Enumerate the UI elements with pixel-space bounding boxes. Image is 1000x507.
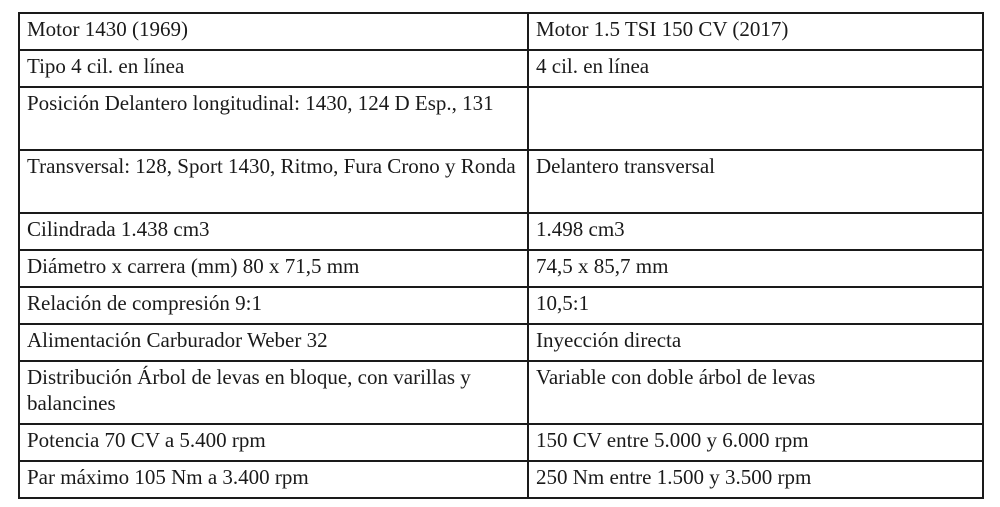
table-cell-left: Motor 1430 (1969) — [19, 13, 528, 50]
table-cell-right: Inyección directa — [528, 324, 983, 361]
table-cell-right: 10,5:1 — [528, 287, 983, 324]
engine-comparison-table — [18, 12, 984, 499]
table-cell-right: Variable con doble árbol de levas — [528, 361, 983, 424]
table-cell-left: Tipo 4 cil. en línea — [19, 50, 528, 87]
table-cell-left: Posición Delantero longitudinal: 1430, 124 D Esp., 131 — [19, 87, 528, 150]
table-cell-left: Par máximo 105 Nm a 3.400 rpm — [19, 461, 528, 498]
table-row — [19, 361, 983, 424]
table-cell-left: Potencia 70 CV a 5.400 rpm — [19, 424, 528, 461]
table-row — [19, 87, 983, 150]
table-cell-right: Delantero transversal — [528, 150, 983, 213]
table-row — [19, 50, 983, 87]
spec-table-container — [18, 12, 982, 499]
table-cell-right: Motor 1.5 TSI 150 CV (2017) — [528, 13, 983, 50]
table-cell-right: 4 cil. en línea — [528, 50, 983, 87]
table-cell-left: Transversal: 128, Sport 1430, Ritmo, Fura Crono y Ronda — [19, 150, 528, 213]
table-cell-left: Diámetro x carrera (mm) 80 x 71,5 mm — [19, 250, 528, 287]
table-row — [19, 213, 983, 250]
table-cell-left: Distribución Árbol de levas en bloque, con varillas y balancines — [19, 361, 528, 424]
table-cell-left: Cilindrada 1.438 cm3 — [19, 213, 528, 250]
table-cell-right: 1.498 cm3 — [528, 213, 983, 250]
table-cell-left: Alimentación Carburador Weber 32 — [19, 324, 528, 361]
table-cell-left: Relación de compresión 9:1 — [19, 287, 528, 324]
table-row — [19, 324, 983, 361]
table-row — [19, 287, 983, 324]
table-row — [19, 250, 983, 287]
table-cell-right — [528, 87, 983, 150]
table-row — [19, 424, 983, 461]
table-cell-right: 150 CV entre 5.000 y 6.000 rpm — [528, 424, 983, 461]
table-cell-right: 74,5 x 85,7 mm — [528, 250, 983, 287]
table-row — [19, 13, 983, 50]
table-row — [19, 150, 983, 213]
table-row — [19, 461, 983, 498]
table-cell-right: 250 Nm entre 1.500 y 3.500 rpm — [528, 461, 983, 498]
